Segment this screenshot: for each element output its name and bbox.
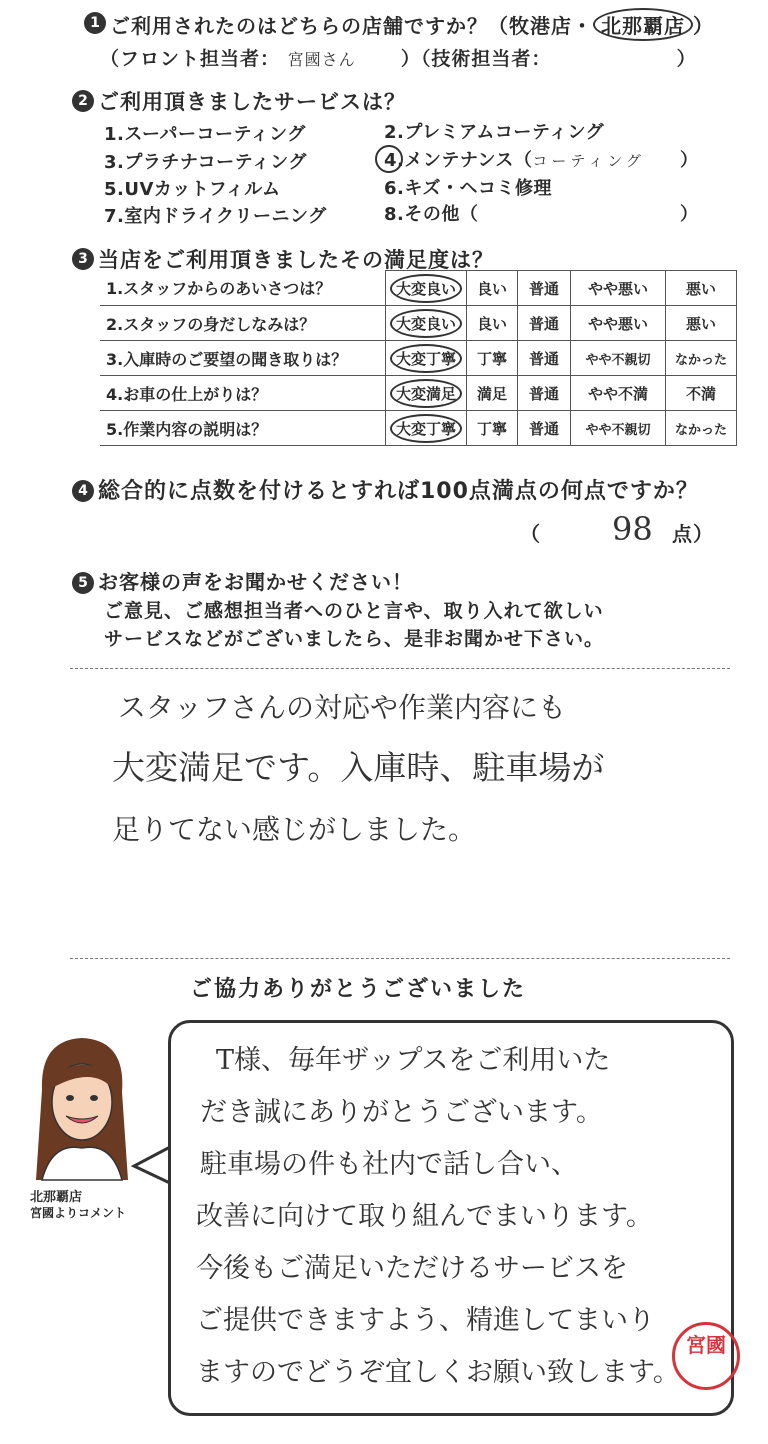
answer-cell: 丁寧 bbox=[467, 411, 518, 446]
satisfaction-question: 2.スタッフの身だしなみは？ bbox=[100, 306, 386, 341]
answer-cell: なかった bbox=[666, 341, 737, 376]
satisfaction-table bbox=[100, 270, 737, 446]
q2-option-8-close: ） bbox=[680, 204, 699, 225]
answer-cell bbox=[386, 306, 467, 341]
satisfaction-question: 5.作業内容の説明は？ bbox=[100, 411, 386, 446]
reply-line: 今後もご満足いただけるサービスを bbox=[196, 1253, 628, 1284]
answer-cell: やや悪い bbox=[571, 306, 666, 341]
answer-cell bbox=[386, 341, 467, 376]
satisfaction-row bbox=[100, 376, 737, 411]
answer-cell: 悪い bbox=[666, 271, 737, 306]
satisfaction-row bbox=[100, 411, 737, 446]
answer-cell bbox=[386, 271, 467, 306]
answer-cell bbox=[386, 411, 467, 446]
satisfaction-row bbox=[100, 306, 737, 341]
selected-answer: 大変丁寧 bbox=[390, 414, 462, 443]
answer-cell: 不満 bbox=[666, 376, 737, 411]
answer-cell: 普通 bbox=[518, 341, 571, 376]
tech-label: ）（技術担当者： bbox=[400, 48, 552, 70]
selected-answer: 大変満足 bbox=[390, 379, 462, 408]
answer-cell: やや悪い bbox=[571, 271, 666, 306]
selected-answer: 大変丁寧 bbox=[390, 344, 462, 373]
answer-cell: 普通 bbox=[518, 271, 571, 306]
q1-store-selected: 北那覇店 bbox=[593, 8, 693, 41]
q3-question: 当店をご利用頂きましたその満足度は？ bbox=[98, 248, 494, 272]
answer-cell: 満足 bbox=[467, 376, 518, 411]
reply-line: 駐車場の件も社内で話し合い、 bbox=[200, 1149, 578, 1180]
reply-line: T様、毎年ザップスをご利用いた bbox=[216, 1045, 611, 1076]
q2-option-4-close: ） bbox=[680, 150, 699, 171]
divider bbox=[70, 668, 730, 669]
q2-option-1: 1.スーパーコーティング bbox=[104, 124, 306, 145]
q4-score: 98 bbox=[612, 510, 653, 548]
q5-answer-line: スタッフさんの対応や作業内容にも bbox=[118, 691, 567, 724]
selected-answer: 大変良い bbox=[390, 309, 462, 338]
answer-cell: 普通 bbox=[518, 306, 571, 341]
reply-line: ますのでどうぞ宜しくお願い致します。 bbox=[196, 1357, 680, 1388]
q5-answer-line: 大変満足です。入庫時、駐車場が bbox=[112, 748, 605, 787]
reply-line: だき誠にありがとうございます。 bbox=[200, 1097, 603, 1128]
reply-line: ご提供できますよう、精進してまいり bbox=[196, 1305, 655, 1336]
q2-option-3: 3.プラチナコーティング bbox=[104, 152, 307, 173]
q2-option-2: 2.プレミアムコーティング bbox=[384, 122, 605, 143]
q2-option-6: 6.キズ・ヘコミ修理 bbox=[384, 178, 553, 199]
name-seal-stamp: 宮國 bbox=[672, 1322, 740, 1390]
staff-caption: 宮國よりコメント bbox=[30, 1206, 127, 1220]
answer-cell: やや不親切 bbox=[571, 341, 666, 376]
q2-option-5: 5.UVカットフィルム bbox=[104, 179, 281, 200]
answer-cell: 悪い bbox=[666, 306, 737, 341]
satisfaction-question: 1.スタッフからのあいさつは？ bbox=[100, 271, 386, 306]
q2-option-4 bbox=[384, 146, 645, 172]
answer-cell: 普通 bbox=[518, 411, 571, 446]
q2-option-4-label: 4.メンテナンス（ bbox=[384, 150, 533, 171]
q5-sub1: ご意見、ご感想担当者へのひと言や、取り入れて欲しい bbox=[104, 600, 604, 622]
staff-portrait-illustration bbox=[22, 1030, 142, 1190]
q5-number-badge: 5 bbox=[72, 572, 94, 594]
divider bbox=[70, 958, 730, 959]
answer-cell: 丁寧 bbox=[467, 341, 518, 376]
front-value: 宮國さん bbox=[287, 50, 356, 69]
q4-unit: 点） bbox=[672, 522, 714, 546]
staff-store: 北那覇店 bbox=[30, 1190, 83, 1205]
q5-question: お客様の声をお聞かせください！ bbox=[98, 570, 413, 594]
q5-sub2: サービスなどがございましたら、是非お聞かせ下さい。 bbox=[104, 628, 605, 650]
selected-answer: 大変良い bbox=[390, 274, 462, 303]
q2-number-badge: 2 bbox=[72, 90, 94, 112]
q1-question-text: ご利用されたのはどちらの店舗ですか？（牧港店・ bbox=[110, 14, 593, 38]
answer-cell bbox=[386, 376, 467, 411]
q5-answer-line: 足りてない感じがしました。 bbox=[112, 813, 477, 846]
q1-close: ） bbox=[693, 14, 714, 38]
answer-cell: なかった bbox=[666, 411, 737, 446]
answer-cell: やや不満 bbox=[571, 376, 666, 411]
q4-open: （ bbox=[520, 522, 541, 546]
q3-number-badge: 3 bbox=[72, 248, 94, 270]
q2-maint-value: コーティング bbox=[532, 152, 645, 170]
q1-number-badge: 1 bbox=[84, 12, 106, 34]
q2-option-8: 8.その他（ bbox=[384, 204, 479, 225]
q1-question bbox=[110, 8, 714, 41]
thanks-heading: ご協力ありがとうございました bbox=[190, 977, 527, 1002]
answer-cell: 良い bbox=[467, 306, 518, 341]
tech-close: ） bbox=[676, 48, 697, 70]
answer-cell: やや不親切 bbox=[571, 411, 666, 446]
satisfaction-question: 4.お車の仕上がりは？ bbox=[100, 376, 386, 411]
front-label: （フロント担当者： bbox=[100, 48, 281, 70]
satisfaction-row bbox=[100, 271, 737, 306]
answer-cell: 普通 bbox=[518, 376, 571, 411]
q2-option-7: 7.室内ドライクリーニング bbox=[104, 206, 327, 227]
q1-staff-line bbox=[100, 44, 697, 71]
reply-line: 改善に向けて取り組んでまいります。 bbox=[196, 1201, 653, 1232]
satisfaction-row bbox=[100, 341, 737, 376]
answer-cell: 良い bbox=[467, 271, 518, 306]
q2-question: ご利用頂きましたサービスは？ bbox=[98, 90, 406, 114]
satisfaction-question: 3.入庫時のご要望の聞き取りは？ bbox=[100, 341, 386, 376]
q4-number-badge: 4 bbox=[72, 480, 94, 502]
q4-question: 総合的に点数を付けるとすれば100点満点の何点ですか？ bbox=[98, 479, 699, 504]
